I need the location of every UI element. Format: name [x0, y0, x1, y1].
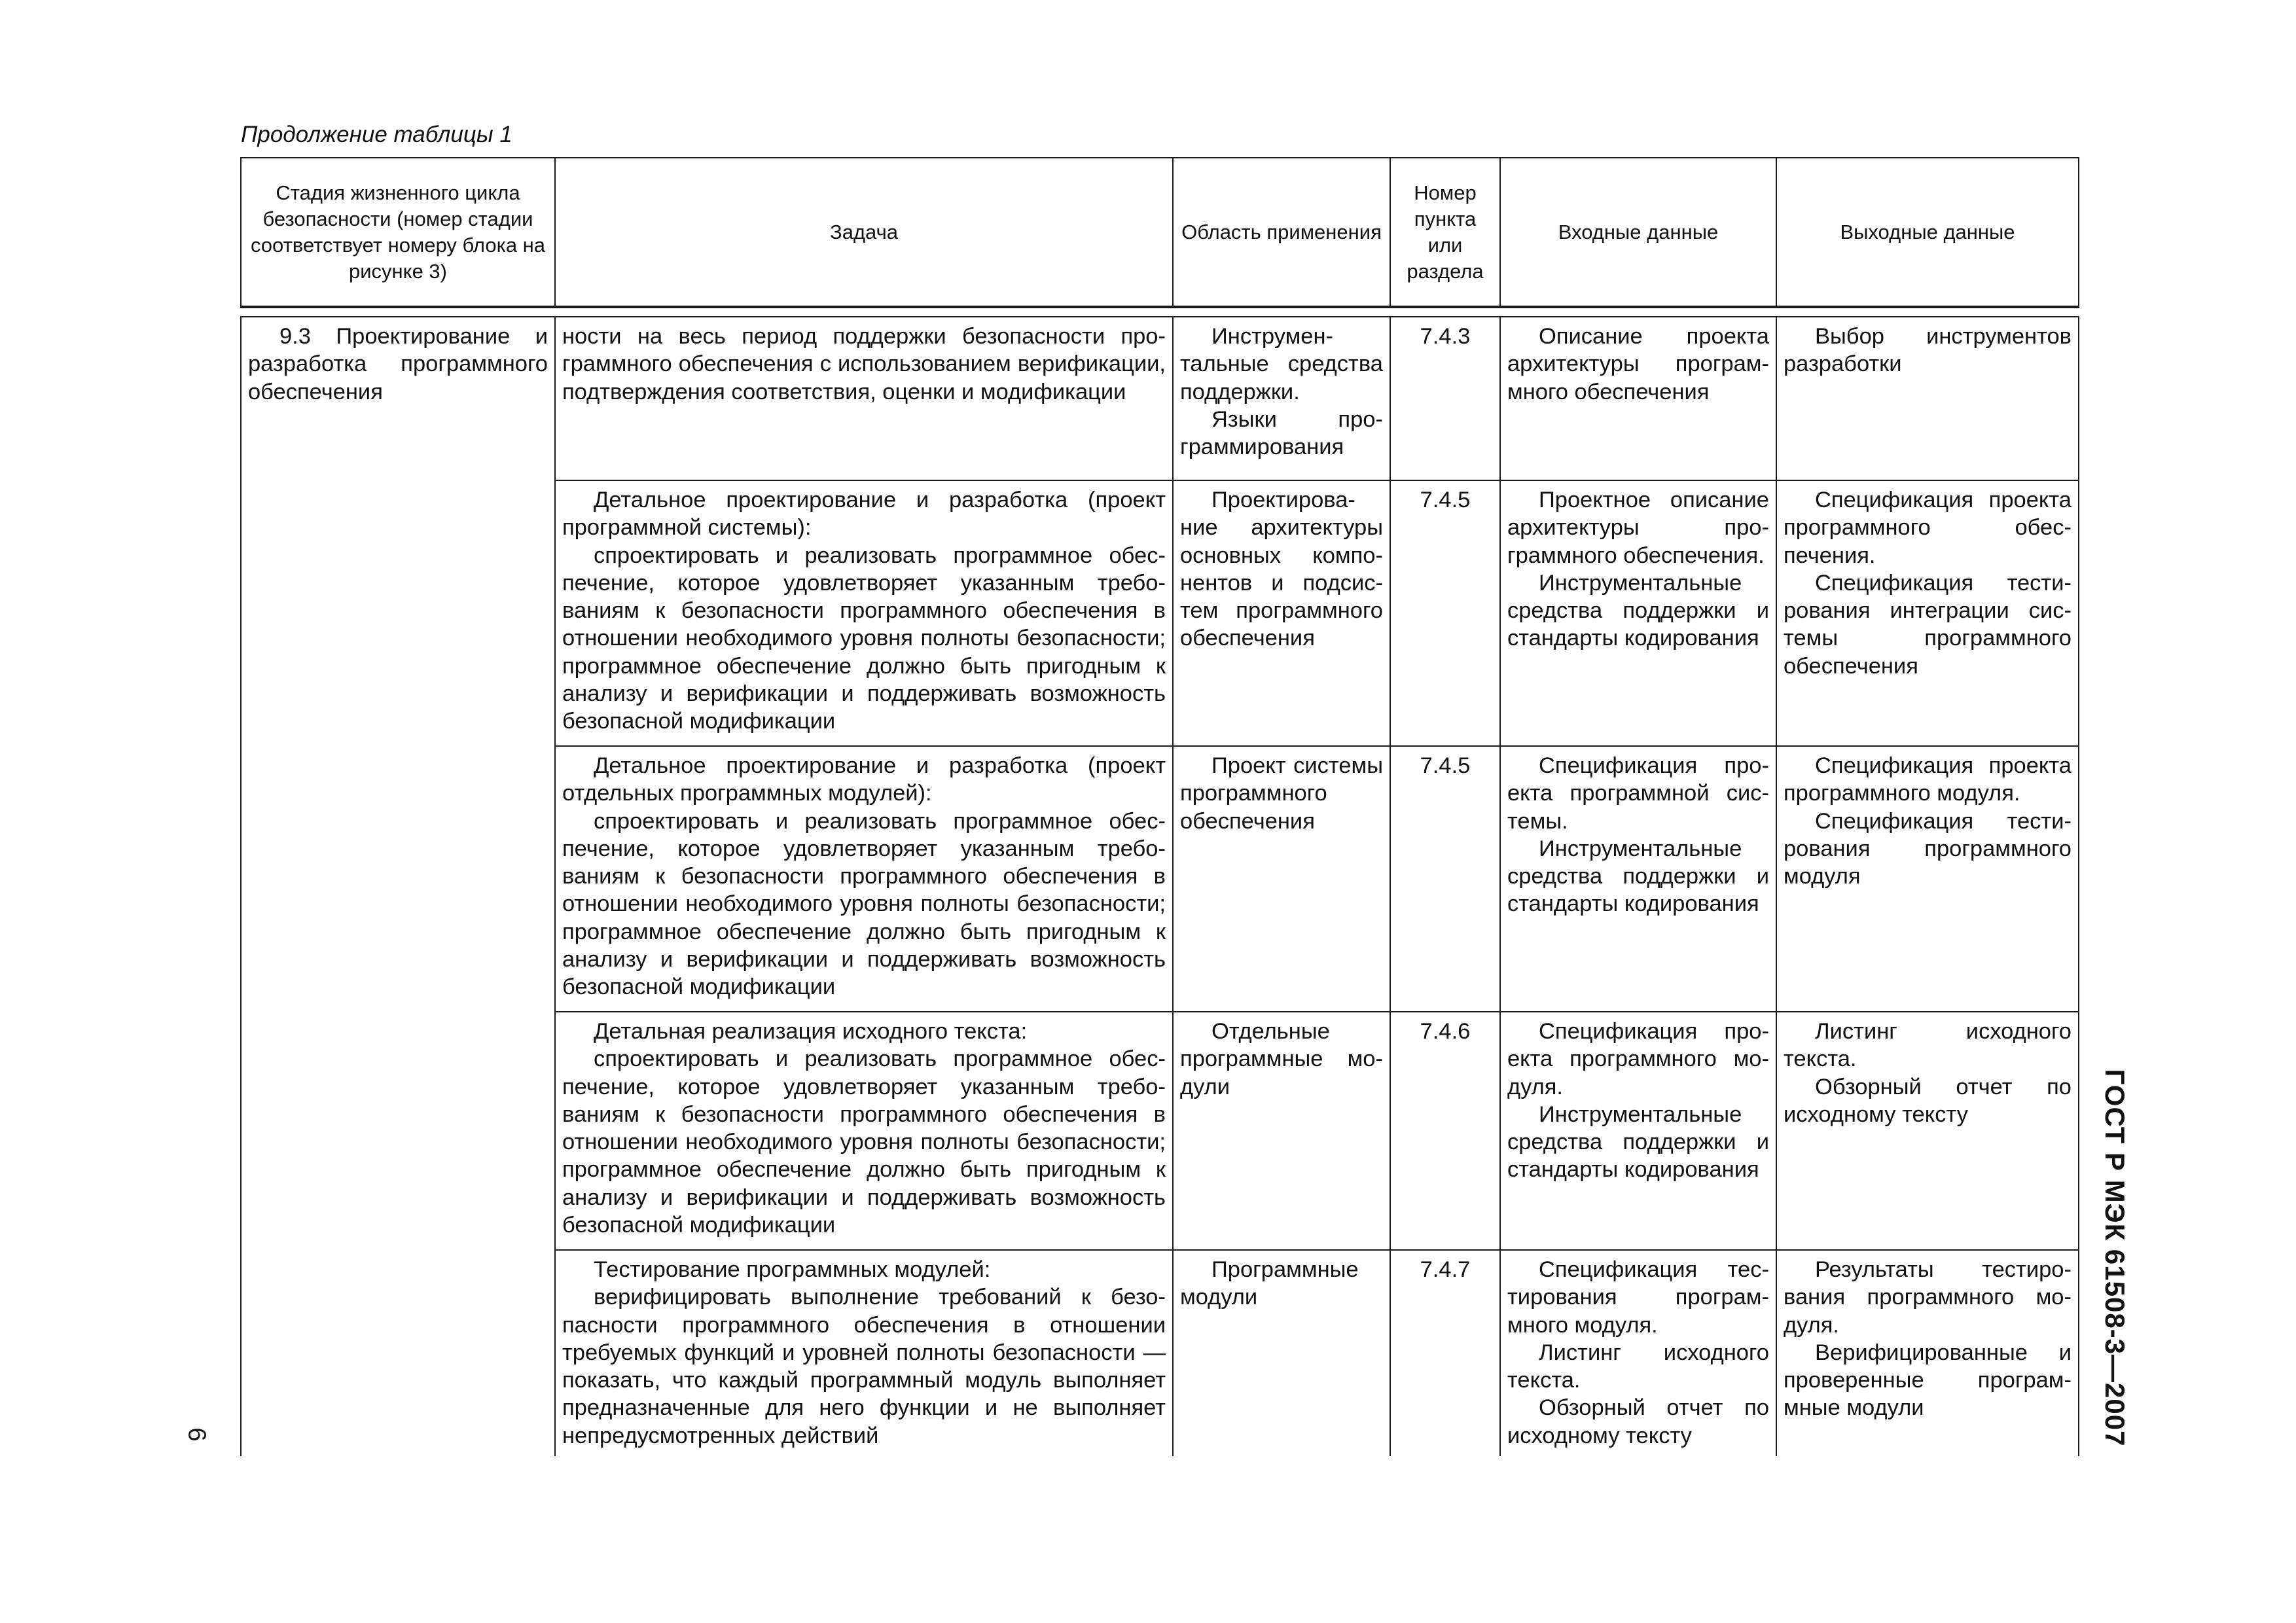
task-title: Детальное проектирование и разработка (проект программной системы):	[562, 488, 1166, 541]
inputs-text: Инструментальные средства поддержки и стандарты кодирования	[1507, 836, 1769, 917]
outputs-cell	[1776, 480, 2079, 746]
stage-text: 9.3 Проектирование и разработка программного обеспечения	[248, 324, 548, 404]
scope-cell	[1173, 1012, 1390, 1250]
task-cell	[555, 480, 1173, 746]
task-title: Детальное проектирование и разработка (проект отдельных программных модулей):	[562, 753, 1166, 806]
task-text: верифицировать выполнение требований к безопасности программного обеспечения в отношении требуемых функций и уровней полноты безопасности — показать, что каждый программный модуль выполняет предназначенные для него функции и не выполняет непредусмотренных действий	[562, 1285, 1166, 1448]
outputs-text: Спецификация тестирования программного модуля	[1784, 808, 2072, 889]
scope-cell	[1173, 1250, 1390, 1456]
clause-cell: 7.4.3	[1390, 317, 1500, 480]
inputs-text: Инструментальные средства поддержки и стандарты кодирования	[1507, 1101, 1769, 1183]
scope-text: Проектирование архитектуры основных компонентов и подсистем программного обеспечения	[1180, 488, 1383, 651]
inputs-text: Спецификация тестирования программного модуля.	[1507, 1257, 1769, 1338]
page-number-text: 6	[183, 1427, 211, 1442]
stage-cell	[241, 317, 555, 1456]
header-stage: Стадия жизненного цикла безопасности (номер стадии соответствует номеру блока на рисунке 3)	[241, 158, 555, 307]
inputs-text: Проектное описание архитектуры программного обеспечения.	[1507, 488, 1769, 568]
inputs-text: Спецификация проекта программной системы.	[1507, 753, 1769, 834]
task-cell	[555, 746, 1173, 1012]
outputs-text: Спецификация тестирования интеграции системы программного обеспечения	[1784, 570, 2072, 679]
inputs-text: Описание проекта архитектуры программного обеспечения	[1507, 324, 1769, 404]
document-designation-text: ГОСТ Р МЭК 61508-3—2007	[2100, 1069, 2130, 1447]
header-outputs: Выходные данные	[1776, 158, 2079, 307]
outputs-cell	[1776, 1012, 2079, 1250]
outputs-text: Листинг исходного текста.	[1784, 1019, 2072, 1072]
scope-cell	[1173, 480, 1390, 746]
document-designation	[2095, 1069, 2134, 1447]
scope-text: Отдельные программные модули	[1180, 1019, 1383, 1099]
scope-text: Языки программирования	[1180, 406, 1383, 460]
inputs-text: Спецификация проекта программного модуля.	[1507, 1019, 1769, 1099]
task-text: ности на весь период поддержки безопасности программного обеспечения с использованием верификации, подтверждения соответствия, оценки и модификации	[562, 324, 1166, 404]
outputs-cell	[1776, 746, 2079, 1012]
task-title: Детальная реализация исходного текста:	[594, 1019, 1028, 1044]
task-cell	[555, 1250, 1173, 1456]
table-caption: Продолжение таблицы 1	[241, 122, 512, 147]
task-cell	[555, 317, 1173, 480]
scope-cell	[1173, 317, 1390, 480]
table-row	[241, 317, 2079, 480]
clause-cell: 7.4.7	[1390, 1250, 1500, 1456]
outputs-text: Спецификация проекта программного обеспечения.	[1784, 488, 2072, 568]
inputs-text: Листинг исходного текста.	[1507, 1340, 1769, 1393]
header-scope: Область применения	[1173, 158, 1390, 307]
clause-cell: 7.4.6	[1390, 1012, 1500, 1250]
outputs-cell	[1776, 1250, 2079, 1456]
inputs-text: Инструментальные средства поддержки и стандарты кодирования	[1507, 570, 1769, 651]
task-cell	[555, 1012, 1173, 1250]
scope-text: Инструментальные средства поддержки.	[1180, 324, 1383, 404]
task-text: спроектировать и реализовать программное обеспечение, которое удовлетворяет указанным требованиям к безопасности программного обеспечения в отношении необходимого уровня полноты безопасности; программное обеспечение должно быть пригодным к анализу и верификации и поддерживать возможность безопасной модификации	[562, 808, 1166, 1000]
header-inputs: Входные данные	[1500, 158, 1776, 307]
header-clause: Номер пункта или раздела	[1390, 158, 1500, 307]
inputs-cell	[1500, 1012, 1776, 1250]
outputs-text: Выбор инструментов разработки	[1784, 324, 2072, 377]
table-header-row	[241, 158, 2079, 307]
scope-text: Программные модули	[1180, 1257, 1359, 1310]
outputs-text: Верифицированные и проверенные программные модули	[1784, 1340, 2072, 1421]
outputs-text: Результаты тестирования программного модуля.	[1784, 1257, 2072, 1338]
scope-text: Проект системы программного обеспечения	[1180, 753, 1383, 834]
task-text: спроектировать и реализовать программное обеспечение, которое удовлетворяет указанным требованиям к безопасности программного обеспечения в отношении необходимого уровня полноты безопасности; программное обеспечение должно быть пригодным к анализу и верификации и поддерживать возможность безопасной модификации	[562, 543, 1166, 734]
clause-cell: 7.4.5	[1390, 480, 1500, 746]
header-separator	[241, 307, 2079, 317]
task-text: спроектировать и реализовать программное обеспечение, которое удовлетворяет указанным требованиям к безопасности программного обеспечения в отношении необходимого уровня полноты безопасности; программное обеспечение должно быть пригодным к анализу и верификации и поддерживать возможность безопасной модификации	[562, 1046, 1166, 1238]
inputs-cell	[1500, 480, 1776, 746]
inputs-cell	[1500, 1250, 1776, 1456]
outputs-cell	[1776, 317, 2079, 480]
outputs-text: Спецификация проекта программного модуля.	[1784, 753, 2072, 806]
outputs-text: Обзорный отчет по исходному тексту	[1784, 1074, 2072, 1127]
page-number	[183, 1421, 209, 1448]
task-title: Тестирование программных модулей:	[594, 1257, 991, 1282]
inputs-cell	[1500, 746, 1776, 1012]
clause-cell: 7.4.5	[1390, 746, 1500, 1012]
inputs-cell	[1500, 317, 1776, 480]
header-task: Задача	[555, 158, 1173, 307]
inputs-text: Обзорный отчет по исходному тексту	[1507, 1395, 1769, 1448]
scope-cell	[1173, 746, 1390, 1012]
lifecycle-table	[240, 157, 2079, 1456]
